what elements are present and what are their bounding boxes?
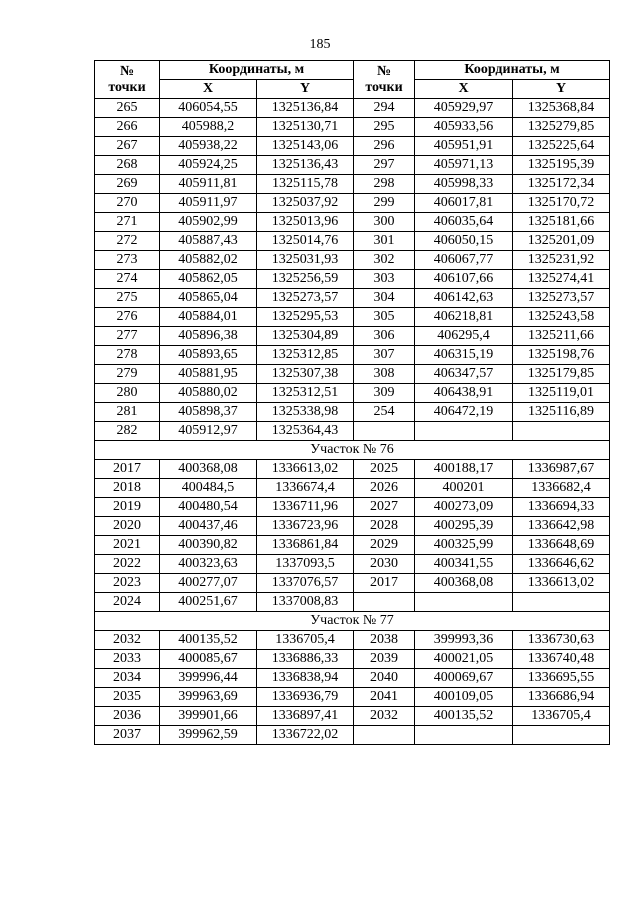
cell-point-number-right: 306	[354, 327, 415, 346]
cell-point-number-right	[354, 422, 415, 441]
cell-y-right: 1336686,94	[513, 688, 610, 707]
cell-point-number-right: 2041	[354, 688, 415, 707]
header-y-left: Y	[257, 80, 354, 99]
cell-x-right: 406050,15	[415, 232, 513, 251]
cell-y-left: 1325312,85	[257, 346, 354, 365]
cell-point-number-left: 265	[95, 99, 160, 118]
cell-point-number-left: 2021	[95, 536, 160, 555]
cell-x-left: 405880,02	[160, 384, 257, 403]
table-row	[95, 669, 610, 688]
cell-point-number-left: 2019	[95, 498, 160, 517]
cell-point-number-right: 2027	[354, 498, 415, 517]
cell-point-number-left: 2024	[95, 593, 160, 612]
cell-x-left: 405924,25	[160, 156, 257, 175]
cell-point-number-right: 254	[354, 403, 415, 422]
cell-point-number-right: 295	[354, 118, 415, 137]
cell-x-right: 406347,57	[415, 365, 513, 384]
cell-y-right: 1325274,41	[513, 270, 610, 289]
cell-x-left: 406054,55	[160, 99, 257, 118]
header-num-label: №	[119, 63, 135, 79]
cell-point-number-right: 2030	[354, 555, 415, 574]
cell-x-right: 406035,64	[415, 213, 513, 232]
cell-x-right: 400135,52	[415, 707, 513, 726]
cell-point-number-right: 300	[354, 213, 415, 232]
table-row	[95, 251, 610, 270]
cell-x-left: 400277,07	[160, 574, 257, 593]
cell-point-number-left: 2034	[95, 669, 160, 688]
cell-x-left: 400368,08	[160, 460, 257, 479]
cell-y-right: 1325211,66	[513, 327, 610, 346]
cell-x-right	[415, 593, 513, 612]
cell-x-right: 400368,08	[415, 574, 513, 593]
cell-point-number-left: 2022	[95, 555, 160, 574]
cell-x-left: 405911,81	[160, 175, 257, 194]
cell-y-right: 1325119,01	[513, 384, 610, 403]
cell-x-left: 399901,66	[160, 707, 257, 726]
header-num-sub: точки	[108, 79, 146, 95]
cell-x-right: 405998,33	[415, 175, 513, 194]
cell-x-right: 400021,05	[415, 650, 513, 669]
table-body	[95, 99, 610, 745]
cell-point-number-right: 2026	[354, 479, 415, 498]
table-row	[95, 270, 610, 289]
cell-x-left: 405862,05	[160, 270, 257, 289]
cell-point-number-right: 303	[354, 270, 415, 289]
table-row	[95, 118, 610, 137]
cell-y-left: 1325304,89	[257, 327, 354, 346]
cell-x-right: 406438,91	[415, 384, 513, 403]
header-x-left: X	[160, 80, 257, 99]
cell-x-left: 405887,43	[160, 232, 257, 251]
cell-point-number-left: 2035	[95, 688, 160, 707]
cell-point-number-left: 277	[95, 327, 160, 346]
cell-y-left: 1337008,83	[257, 593, 354, 612]
table-row	[95, 99, 610, 118]
table-row	[95, 631, 610, 650]
cell-point-number-right: 308	[354, 365, 415, 384]
cell-x-right: 406017,81	[415, 194, 513, 213]
section-title: Участок № 77	[95, 612, 610, 631]
cell-y-left: 1325312,51	[257, 384, 354, 403]
table-row	[95, 688, 610, 707]
cell-point-number-left: 275	[95, 289, 160, 308]
header-row-top	[95, 61, 610, 80]
cell-x-left: 405911,97	[160, 194, 257, 213]
cell-point-number-right: 305	[354, 308, 415, 327]
cell-point-number-right: 307	[354, 346, 415, 365]
header-x-right: X	[415, 80, 513, 99]
cell-x-right: 400109,05	[415, 688, 513, 707]
cell-y-right: 1325201,09	[513, 232, 610, 251]
header-row-bottom	[95, 80, 610, 99]
cell-x-right: 400188,17	[415, 460, 513, 479]
cell-point-number-left: 267	[95, 137, 160, 156]
cell-y-left: 1336936,79	[257, 688, 354, 707]
cell-point-number-right	[354, 593, 415, 612]
cell-x-left: 405988,2	[160, 118, 257, 137]
header-coords-right: Координаты, м	[415, 61, 610, 80]
cell-point-number-right: 309	[354, 384, 415, 403]
cell-y-right: 1336682,4	[513, 479, 610, 498]
cell-x-left: 405902,99	[160, 213, 257, 232]
table-row	[95, 365, 610, 384]
cell-y-left: 1325256,59	[257, 270, 354, 289]
cell-y-right: 1336987,67	[513, 460, 610, 479]
cell-x-right: 406315,19	[415, 346, 513, 365]
cell-point-number-left: 278	[95, 346, 160, 365]
cell-y-left: 1325273,57	[257, 289, 354, 308]
cell-x-left: 405893,65	[160, 346, 257, 365]
table-row	[95, 650, 610, 669]
cell-y-left: 1336861,84	[257, 536, 354, 555]
cell-x-left: 405938,22	[160, 137, 257, 156]
cell-x-left: 400437,46	[160, 517, 257, 536]
cell-point-number-right: 299	[354, 194, 415, 213]
cell-y-right: 1325116,89	[513, 403, 610, 422]
cell-x-right: 400273,09	[415, 498, 513, 517]
table-row	[95, 422, 610, 441]
cell-y-right: 1336646,62	[513, 555, 610, 574]
cell-point-number-left: 271	[95, 213, 160, 232]
cell-x-right: 406295,4	[415, 327, 513, 346]
cell-y-left: 1325115,78	[257, 175, 354, 194]
table-row	[95, 460, 610, 479]
cell-point-number-right: 297	[354, 156, 415, 175]
table-row	[95, 479, 610, 498]
table-header	[95, 61, 610, 99]
cell-point-number-left: 2020	[95, 517, 160, 536]
cell-point-number-left: 2037	[95, 726, 160, 745]
cell-x-right: 399993,36	[415, 631, 513, 650]
cell-x-left: 400480,54	[160, 498, 257, 517]
cell-x-right	[415, 422, 513, 441]
cell-y-right: 1336694,33	[513, 498, 610, 517]
cell-y-left: 1336613,02	[257, 460, 354, 479]
cell-point-number-right: 2040	[354, 669, 415, 688]
cell-x-right: 406218,81	[415, 308, 513, 327]
table-row	[95, 327, 610, 346]
cell-x-left: 400135,52	[160, 631, 257, 650]
cell-y-right	[513, 422, 610, 441]
table-row	[95, 498, 610, 517]
table-row	[95, 289, 610, 308]
section-title-row	[95, 441, 610, 460]
table-row	[95, 555, 610, 574]
cell-x-right: 406107,66	[415, 270, 513, 289]
table-row	[95, 232, 610, 251]
cell-y-left: 1325013,96	[257, 213, 354, 232]
header-num-sub: точки	[365, 79, 403, 95]
coordinates-table	[94, 60, 610, 745]
cell-point-number-left: 269	[95, 175, 160, 194]
cell-point-number-left: 2033	[95, 650, 160, 669]
cell-point-number-left: 282	[95, 422, 160, 441]
cell-y-left: 1325130,71	[257, 118, 354, 137]
cell-point-number-right: 302	[354, 251, 415, 270]
cell-point-number-right: 298	[354, 175, 415, 194]
cell-x-right: 400341,55	[415, 555, 513, 574]
cell-point-number-left: 2023	[95, 574, 160, 593]
cell-point-number-right: 304	[354, 289, 415, 308]
cell-point-number-right: 2039	[354, 650, 415, 669]
cell-y-right	[513, 726, 610, 745]
cell-point-number-right	[354, 726, 415, 745]
cell-y-right: 1325170,72	[513, 194, 610, 213]
cell-point-number-right: 301	[354, 232, 415, 251]
cell-point-number-left: 2018	[95, 479, 160, 498]
cell-x-right: 400069,67	[415, 669, 513, 688]
cell-x-right: 406067,77	[415, 251, 513, 270]
cell-y-left: 1325295,53	[257, 308, 354, 327]
table-row	[95, 213, 610, 232]
cell-y-left: 1325364,43	[257, 422, 354, 441]
cell-y-right: 1325181,66	[513, 213, 610, 232]
cell-y-left: 1336722,02	[257, 726, 354, 745]
cell-x-left: 400323,63	[160, 555, 257, 574]
table-row	[95, 156, 610, 175]
cell-y-right: 1336730,63	[513, 631, 610, 650]
cell-x-right: 405929,97	[415, 99, 513, 118]
cell-x-right: 405933,56	[415, 118, 513, 137]
cell-y-right: 1325225,64	[513, 137, 610, 156]
cell-point-number-left: 273	[95, 251, 160, 270]
cell-point-number-left: 276	[95, 308, 160, 327]
cell-y-right: 1325243,58	[513, 308, 610, 327]
cell-y-left: 1325136,43	[257, 156, 354, 175]
cell-point-number-left: 280	[95, 384, 160, 403]
cell-y-right: 1325172,34	[513, 175, 610, 194]
cell-y-left: 1336674,4	[257, 479, 354, 498]
header-y-right: Y	[513, 80, 610, 99]
cell-y-left: 1325338,98	[257, 403, 354, 422]
cell-y-right: 1336695,55	[513, 669, 610, 688]
cell-point-number-left: 2036	[95, 707, 160, 726]
cell-point-number-right: 296	[354, 137, 415, 156]
cell-y-left: 1325143,06	[257, 137, 354, 156]
cell-y-left: 1325136,84	[257, 99, 354, 118]
cell-point-number-left: 2017	[95, 460, 160, 479]
cell-x-right: 405971,13	[415, 156, 513, 175]
cell-x-right: 405951,91	[415, 137, 513, 156]
cell-y-left: 1325307,38	[257, 365, 354, 384]
table-row	[95, 308, 610, 327]
table-row	[95, 593, 610, 612]
cell-point-number-right: 2028	[354, 517, 415, 536]
table-row	[95, 384, 610, 403]
cell-x-right: 400325,99	[415, 536, 513, 555]
cell-y-right: 1336613,02	[513, 574, 610, 593]
cell-point-number-left: 266	[95, 118, 160, 137]
cell-point-number-right: 294	[354, 99, 415, 118]
table-row	[95, 137, 610, 156]
cell-y-left: 1337076,57	[257, 574, 354, 593]
table-row	[95, 517, 610, 536]
cell-y-right: 1336648,69	[513, 536, 610, 555]
cell-point-number-left: 274	[95, 270, 160, 289]
cell-x-left: 400251,67	[160, 593, 257, 612]
cell-y-left: 1336723,96	[257, 517, 354, 536]
cell-x-left: 400484,5	[160, 479, 257, 498]
cell-point-number-left: 279	[95, 365, 160, 384]
header-point-number-right	[354, 61, 415, 99]
cell-y-left: 1325014,76	[257, 232, 354, 251]
cell-x-left: 399963,69	[160, 688, 257, 707]
cell-y-right: 1336642,98	[513, 517, 610, 536]
table-row	[95, 726, 610, 745]
cell-x-left: 400085,67	[160, 650, 257, 669]
section-title: Участок № 76	[95, 441, 610, 460]
cell-point-number-left: 268	[95, 156, 160, 175]
cell-point-number-left: 281	[95, 403, 160, 422]
cell-x-right	[415, 726, 513, 745]
cell-y-right: 1325195,39	[513, 156, 610, 175]
table-row	[95, 346, 610, 365]
table-row	[95, 194, 610, 213]
cell-y-right: 1325198,76	[513, 346, 610, 365]
cell-x-right: 406472,19	[415, 403, 513, 422]
cell-x-left: 405881,95	[160, 365, 257, 384]
cell-y-left: 1325037,92	[257, 194, 354, 213]
cell-x-left: 399996,44	[160, 669, 257, 688]
header-point-number-left	[95, 61, 160, 99]
cell-y-left: 1336705,4	[257, 631, 354, 650]
table-row	[95, 175, 610, 194]
cell-y-right: 1325279,85	[513, 118, 610, 137]
cell-y-left: 1336711,96	[257, 498, 354, 517]
cell-x-right: 400295,39	[415, 517, 513, 536]
cell-point-number-left: 272	[95, 232, 160, 251]
table-row	[95, 403, 610, 422]
cell-x-right: 406142,63	[415, 289, 513, 308]
table-row	[95, 536, 610, 555]
cell-x-left: 400390,82	[160, 536, 257, 555]
cell-x-right: 400201	[415, 479, 513, 498]
cell-y-left: 1336886,33	[257, 650, 354, 669]
page-number: 185	[309, 37, 331, 52]
cell-point-number-right: 2029	[354, 536, 415, 555]
cell-y-right: 1336705,4	[513, 707, 610, 726]
cell-point-number-left: 2032	[95, 631, 160, 650]
cell-x-left: 405865,04	[160, 289, 257, 308]
cell-x-left: 405884,01	[160, 308, 257, 327]
cell-point-number-right: 2017	[354, 574, 415, 593]
cell-y-right: 1325368,84	[513, 99, 610, 118]
cell-y-right: 1325179,85	[513, 365, 610, 384]
cell-x-left: 405882,02	[160, 251, 257, 270]
cell-x-left: 405912,97	[160, 422, 257, 441]
table-row	[95, 574, 610, 593]
section-title-row	[95, 612, 610, 631]
cell-y-right: 1325231,92	[513, 251, 610, 270]
cell-point-number-left: 270	[95, 194, 160, 213]
cell-point-number-right: 2025	[354, 460, 415, 479]
header-num-label: №	[376, 63, 392, 79]
cell-y-left: 1336897,41	[257, 707, 354, 726]
header-coords-left: Координаты, м	[160, 61, 354, 80]
cell-x-left: 405896,38	[160, 327, 257, 346]
cell-y-left: 1325031,93	[257, 251, 354, 270]
cell-point-number-right: 2038	[354, 631, 415, 650]
cell-x-left: 399962,59	[160, 726, 257, 745]
cell-x-left: 405898,37	[160, 403, 257, 422]
cell-y-left: 1337093,5	[257, 555, 354, 574]
table-row	[95, 707, 610, 726]
cell-y-left: 1336838,94	[257, 669, 354, 688]
cell-y-right	[513, 593, 610, 612]
cell-y-right: 1325273,57	[513, 289, 610, 308]
cell-y-right: 1336740,48	[513, 650, 610, 669]
cell-point-number-right: 2032	[354, 707, 415, 726]
